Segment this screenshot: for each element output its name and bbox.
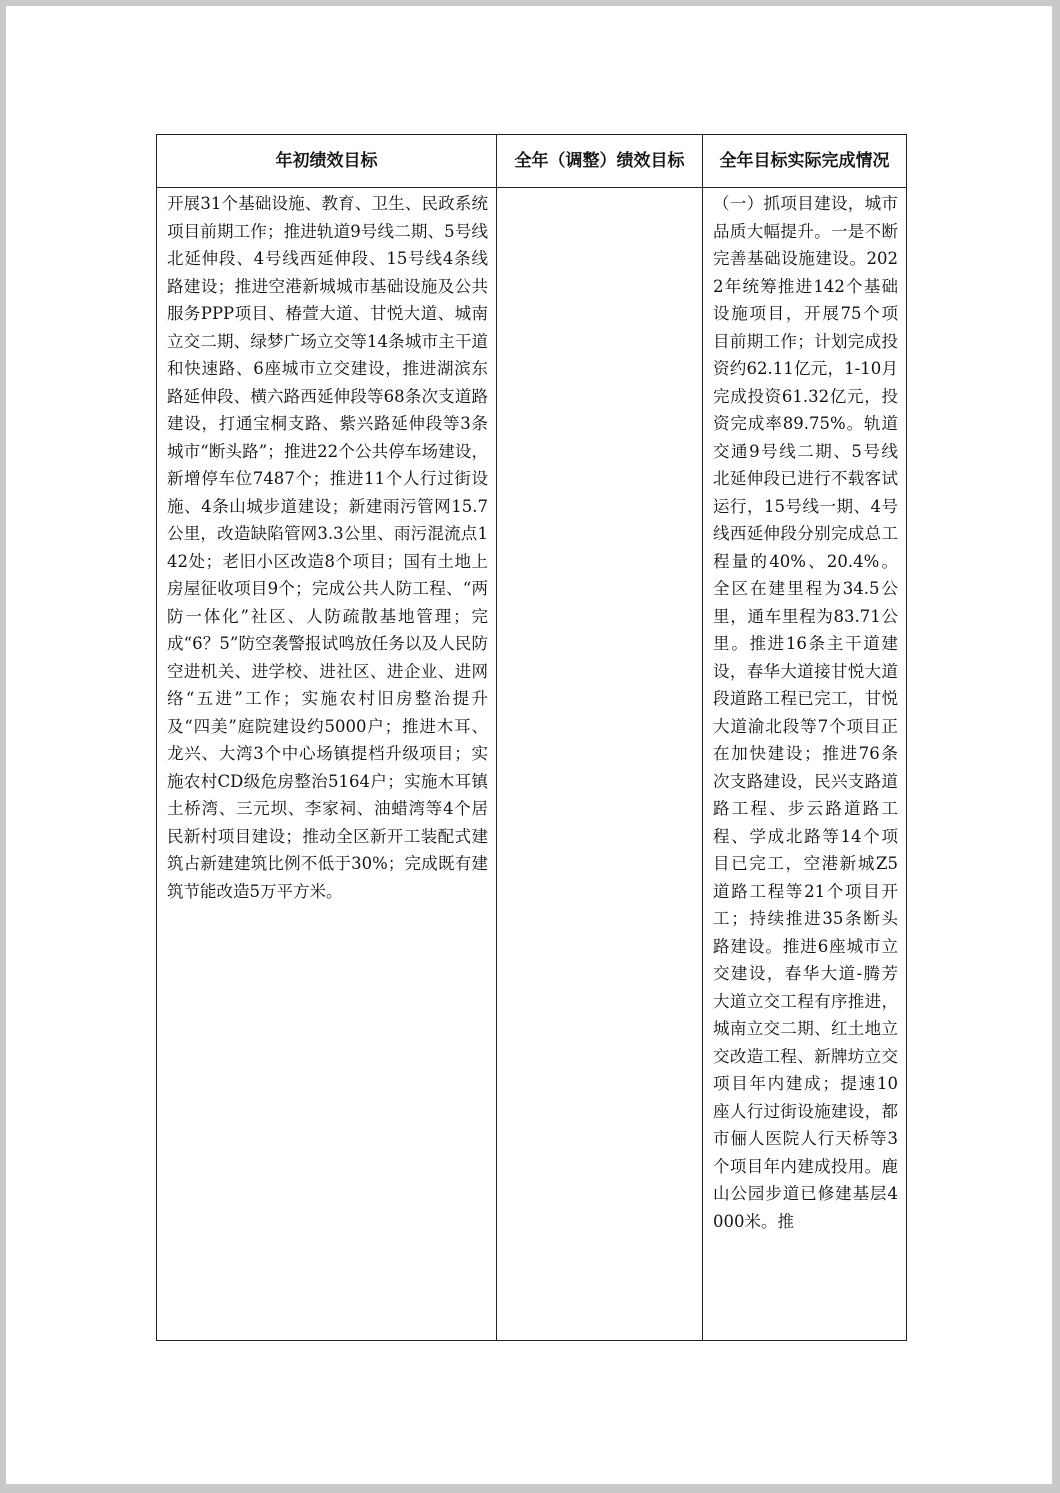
header-actual-completion: 全年目标实际完成情况	[703, 135, 907, 188]
document-page	[6, 6, 1052, 1484]
cell-initial-goal	[157, 188, 497, 1341]
initial-goal-text: 开展31个基础设施、教育、卫生、民政系统项目前期工作；推进轨道9号线二期、5号线北延伸段、4号线西延伸段、15号线4条线路建设；推进空港新城城市基础设施及公共服务PPP项目、椿萱大道、甘悦大道、城南立交二期、绿梦广场立交等14条城市主干道和快速路、6座城市立交建设，推进湖滨东路延伸段、横六路西延伸段等68条次支道路建设，打通宝桐支路、紫兴路延伸段等3条城市“断头路”；推进22个公共停车场建设，新增停车位7487个；推进11个人行过街设施、4条山城步道建设；新建雨污管网15.7公里，改造缺陷管网3.3公里、雨污混流点142处；老旧小区改造8个项目；国有土地上房屋征收项目9个；完成公共人防工程、“两防一体化”社区、人防疏散基地管理；完成“6？5”防空袭警报试鸣放任务以及人民防空进机关、进学校、进社区、进企业、进网络“五进”工作；实施农村旧房整治提升及“四美”庭院建设约5000户；推进木耳、龙兴、大湾3个中心场镇提档升级项目；实施农村CD级危房整治5164户；实施木耳镇土桥湾、三元坝、李家祠、油蜡湾等4个居民新村项目建设；推动全区新开工装配式建筑占新建建筑比例不低于30%；完成既有建筑节能改造5万平方米。	[167, 194, 488, 901]
cell-actual-completion	[703, 188, 907, 1341]
header-adjusted-goal: 全年（调整）绩效目标	[497, 135, 703, 188]
table-header-row	[157, 135, 907, 188]
cell-adjusted-goal	[497, 188, 703, 1341]
header-initial-goal: 年初绩效目标	[157, 135, 497, 188]
performance-goal-table	[156, 134, 907, 1341]
actual-completion-text: （一）抓项目建设，城市品质大幅提升。一是不断完善基础设施建设。2022年统筹推进142个基础设施项目，开展75个项目前期工作；计划完成投资约62.11亿元，1-10月完成投资61.32亿元，投资完成率89.75%。轨道交通9号线二期、5号线北延伸段已进行不载客试运行，15号线一期、4号线西延伸段分别完成总工程量的40%、20.4%。全区在建里程为34.5公里，通车里程为83.71公里。推进16条主干道建设，春华大道接甘悦大道段道路工程已完工，甘悦大道渝北段等7个项目正在加快建设；推进76条次支路建设，民兴支路道路工程、步云路道路工程、学成北路等14个项目已完工，空港新城Z5道路工程等21个项目开工；持续推进35条断头路建设。推进6座城市立交建设，春华大道-腾芳大道立交工程有序推进，城南立交二期、红土地立交改造工程、新牌坊立交项目年内建成；提速10座人行过街设施建设，都市俪人医院人行天桥等3个项目年内建成投用。鹿山公园步道已修建基层4000米。推	[713, 194, 898, 1231]
table-row	[157, 188, 907, 1341]
